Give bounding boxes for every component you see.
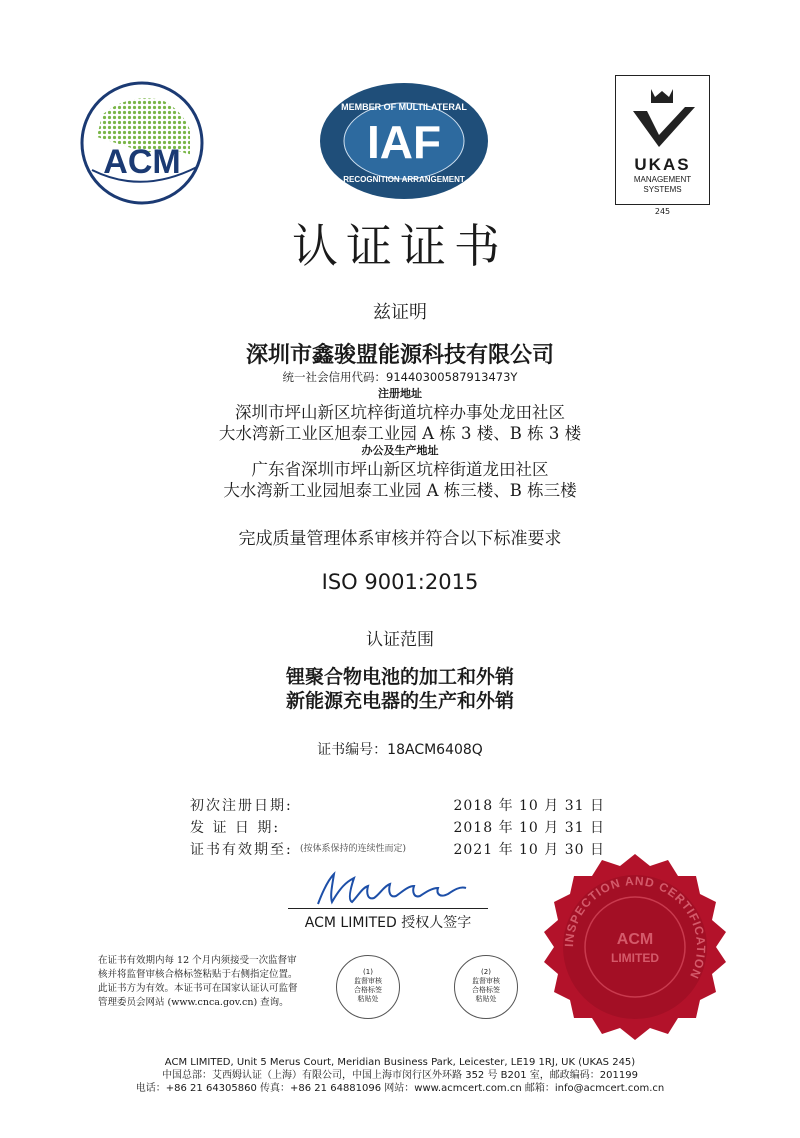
compliance-statement: 完成质量管理体系审核并符合以下标准要求: [238, 529, 562, 549]
sticker-1-number: (1): [363, 968, 373, 976]
first-registration-label: 初次注册日期:: [190, 798, 293, 814]
company-name: 深圳市鑫骏盟能源科技有限公司: [245, 343, 554, 368]
sticker-2-line2: 合格标签: [472, 986, 500, 994]
iaf-logo: [318, 80, 490, 202]
surveillance-notice: 在证书有效期内每 12 个月内须接受一次监督审核并将监督审核合格标签粘贴于右侧指定位置。此证书方为有效。本证书可在国家认证认可监督管理委员会网站 (www.cnca.gov.cn) 查询。: [98, 955, 298, 1008]
expiry-date-label: 证书有效期至:: [190, 842, 293, 858]
credit-code: 统一社会信用代码：91440300587913473Y: [282, 370, 518, 384]
office-address-label: 办公及生产地址: [361, 444, 439, 457]
sticker-2-number: (2): [481, 968, 491, 976]
first-registration-value: 2018 年 10 月 31 日: [453, 798, 605, 814]
expiry-date-note: (按体系保持的连续性而定): [300, 844, 407, 854]
first-registration-row: [190, 795, 605, 817]
sticker-1-line2: 合格标签: [354, 986, 382, 994]
ukas-number: 245: [654, 207, 671, 216]
scope-line2: 新能源充电器的生产和外销: [285, 690, 514, 712]
footer-address-china: 中国总部：艾西姆认证（上海）有限公司，中国上海市闵行区外环路 352 号 B201 室，邮政编码：201199: [162, 1070, 638, 1081]
certificate-title: 认证证书: [292, 219, 508, 273]
sticker-placeholder-2: [454, 955, 518, 1019]
acm-logo: [72, 75, 212, 210]
sticker-1-line1: 监督审核: [354, 977, 382, 985]
certify-text: 兹证明: [373, 302, 427, 323]
footer-address-uk: ACM LIMITED, Unit 5 Merus Court, Meridian Business Park, Leicester, LE19 1RJ, UK (UKAS 245): [164, 1057, 636, 1068]
ukas-text: UKAS: [634, 155, 691, 174]
sticker-2-line3: 粘贴处: [475, 995, 497, 1003]
signature-caption: ACM LIMITED 授权人签字: [304, 915, 472, 931]
seal-center-acm: ACM: [616, 931, 654, 948]
registered-address-label: 注册地址: [378, 387, 422, 400]
issue-date-row: [190, 817, 605, 839]
certificate-number: 证书编号：18ACM6408Q: [317, 742, 483, 758]
acm-logo-text: ACM: [103, 143, 181, 181]
authorized-signature: [310, 868, 470, 910]
iaf-main-text: IAF: [366, 116, 442, 168]
crown-tick-icon: [625, 85, 699, 149]
office-address-line1: 广东省深圳市坪山新区坑梓街道龙田社区: [251, 460, 549, 479]
sticker-placeholder-1: [336, 955, 400, 1019]
ukas-management: MANAGEMENT: [633, 175, 692, 184]
expiry-date-value: 2021 年 10 月 30 日: [453, 842, 605, 858]
iaf-bottom-text: RECOGNITION ARRANGEMENT: [343, 175, 465, 184]
sticker-2-line1: 监督审核: [472, 977, 500, 985]
registered-address-line2: 大水湾新工业区旭泰工业园 A 栋 3 楼、B 栋 3 楼: [218, 424, 582, 443]
issue-date-label: 发 证 日 期:: [190, 820, 281, 836]
seal-ring-text: INSPECTION AND CERTIFICATION: [561, 873, 709, 982]
scope-label: 认证范围: [366, 630, 434, 650]
ukas-systems: SYSTEMS: [643, 185, 682, 194]
footer-contact: 电话：+86 21 64305860 传真：+86 21 64881096 网站：www.acmcert.com.cn 邮箱：info@acmcert.com.cn: [135, 1083, 665, 1094]
signature-line: [288, 908, 488, 909]
iaf-top-text: MEMBER OF MULTILATERAL: [341, 102, 467, 112]
red-seal: [540, 852, 730, 1042]
ukas-logo: [615, 75, 710, 223]
sticker-1-line3: 粘贴处: [357, 995, 379, 1003]
registered-address-line1: 深圳市坪山新区坑梓街道坑梓办事处龙田社区: [235, 403, 565, 422]
standard-name: ISO 9001:2015: [321, 570, 479, 594]
seal-center-limited: LIMITED: [611, 951, 659, 965]
issue-date-value: 2018 年 10 月 31 日: [453, 820, 605, 836]
scope-line1: 锂聚合物电池的加工和外销: [285, 666, 514, 688]
office-address-line2: 大水湾新工业园旭泰工业园 A 栋三楼、B 栋三楼: [223, 481, 577, 500]
